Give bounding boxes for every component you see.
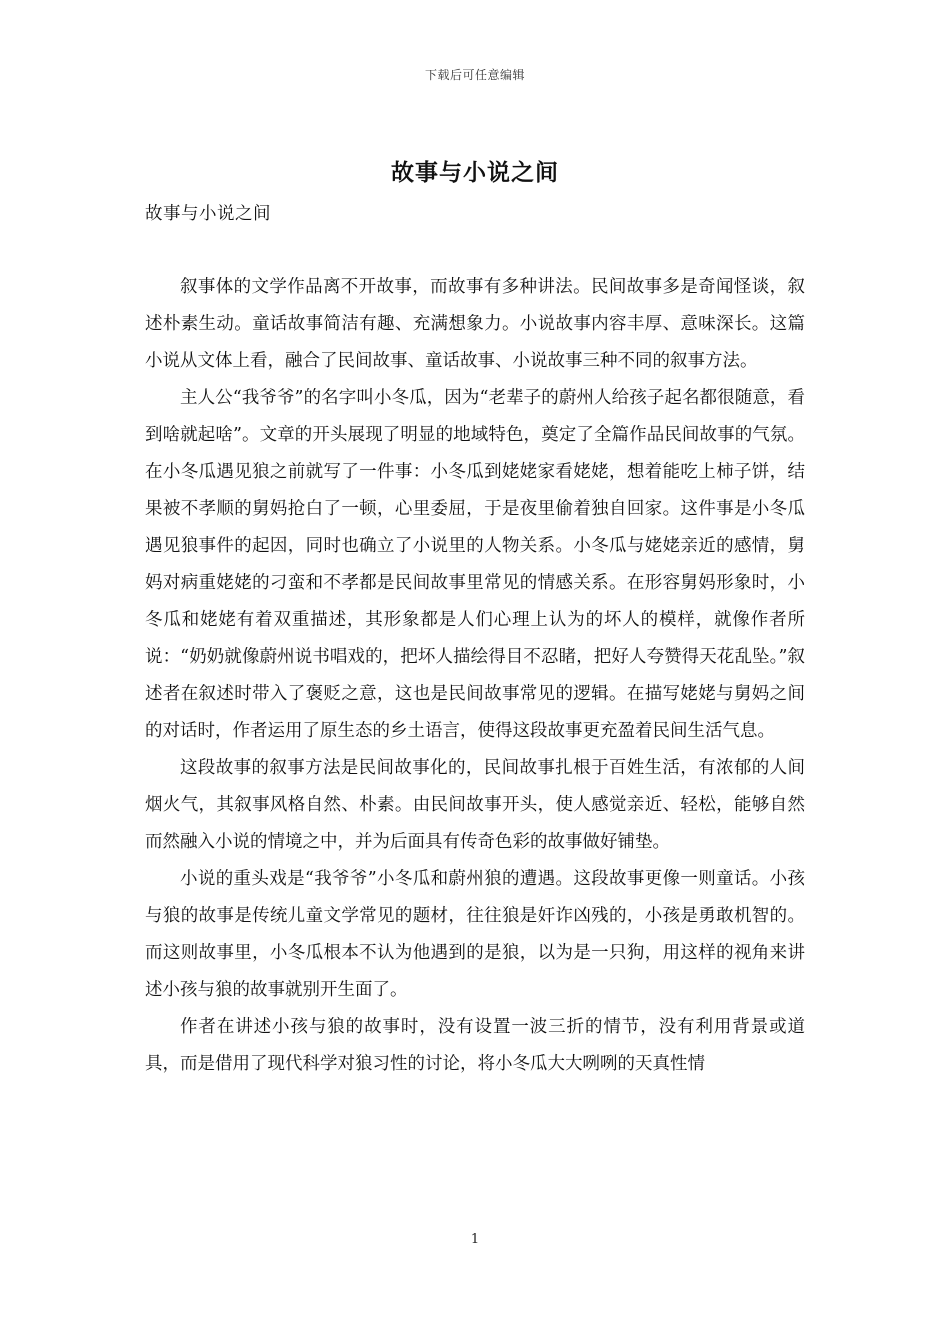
document-subtitle: 故事与小说之间 <box>145 204 271 224</box>
body-paragraph: 叙事体的文学作品离不开故事，而故事有多种讲法。民间故事多是奇闻怪谈，叙述朴素生动。童话故事简洁有趣、充满想象力。小说故事内容丰厚、意味深长。这篇小说从文体上看，融合了民间故事、童话故事、小说故事三种不同的叙事方法。 <box>145 277 805 371</box>
document-title: 故事与小说之间 <box>391 159 559 186</box>
page-number: 1 <box>470 1232 480 1247</box>
body-paragraph: 小说的重头戏是“我爷爷”小冬瓜和蔚州狼的遭遇。这段故事更像一则童话。小孩与狼的故事是传统儿童文学常见的题材，往往狼是奸诈凶残的，小孩是勇敢机智的。而这则故事里，小冬瓜根本不认为他遇到的是狼，以为是一只狗，用这样的视角来讲述小孩与狼的故事就别开生面了。 <box>145 869 805 1000</box>
body-paragraph: 主人公“我爷爷”的名字叫小冬瓜，因为“老辈子的蔚州人给孩子起名都很随意，看到啥就起啥”。文章的开头展现了明显的地域特色，奠定了全篇作品民间故事的气氛。在小冬瓜遇见狼之前就写了一件事：小冬瓜到姥姥家看姥姥，想着能吃上柿子饼，结果被不孝顺的舅妈抢白了一顿，心里委屈，于是夜里偷着独自回家。这件事是小冬瓜遇见狼事件的起因，同时也确立了小说里的人物关系。小冬瓜与姥姥亲近的感情，舅妈对病重姥姥的刁蛮和不孝都是民间故事里常见的情感关系。在形容舅妈形象时，小冬瓜和姥姥有着双重描述，其形象都是人们心理上认为的坏人的模样，就像作者所说：“奶奶就像蔚州说书唱戏的，把坏人描绘得目不忍睹，把好人夸赞得天花乱坠。”叙述者在叙述时带入了褒贬之意，这也是民间故事常见的逻辑。在描写姥姥与舅妈之间的对话时，作者运用了原生态的乡土语言，使得这段故事更充盈着民间生活气息。 <box>145 388 805 741</box>
body-paragraph: 作者在讲述小孩与狼的故事时，没有设置一波三折的情节，没有利用背景或道具，而是借用了现代科学对狼习性的讨论，将小冬瓜大大咧咧的天真性情 <box>145 1017 805 1074</box>
page-header-note: 下载后可任意编辑 <box>424 68 525 82</box>
body-paragraph: 这段故事的叙事方法是民间故事化的，民间故事扎根于百姓生活，有浓郁的人间烟火气，其叙事风格自然、朴素。由民间故事开头，使人感觉亲近、轻松，能够自然而然融入小说的情境之中，并为后面具有传奇色彩的故事做好铺垫。 <box>145 758 805 852</box>
document-body <box>145 269 805 1083</box>
